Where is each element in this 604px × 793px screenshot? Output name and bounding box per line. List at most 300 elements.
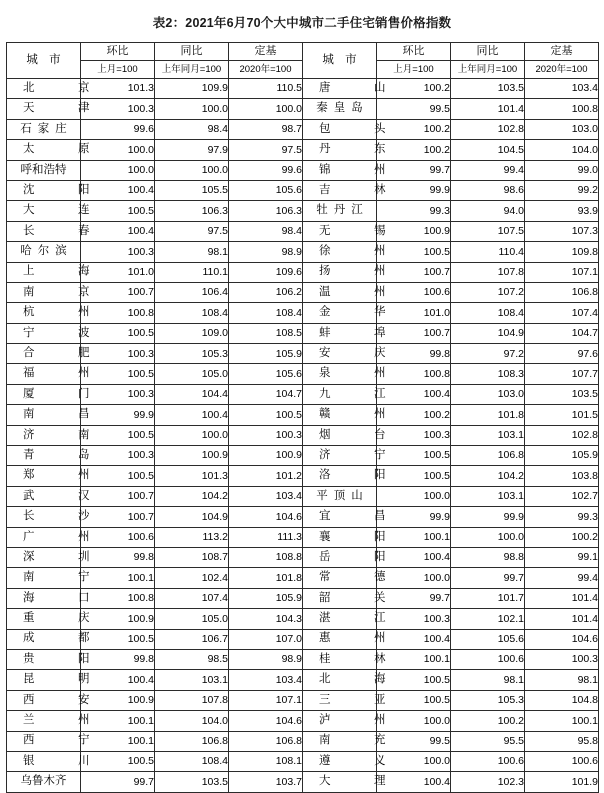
value-base: 104.7 bbox=[525, 323, 599, 343]
value-yoy: 98.4 bbox=[155, 119, 229, 139]
table-row bbox=[7, 242, 599, 262]
value-mom: 100.8 bbox=[377, 364, 451, 384]
city-name-cell bbox=[7, 568, 106, 588]
city-name: 三 亚 bbox=[319, 693, 402, 706]
table-row bbox=[7, 282, 599, 302]
table-row bbox=[7, 262, 599, 282]
city-name: 南 宁 bbox=[23, 571, 106, 584]
city-name: 西 安 bbox=[23, 693, 106, 706]
value-yoy: 100.4 bbox=[155, 405, 229, 425]
city-name-cell bbox=[303, 221, 402, 241]
value-mom: 100.5 bbox=[377, 670, 451, 690]
city-name: 南 充 bbox=[319, 734, 402, 747]
value-yoy: 99.7 bbox=[451, 568, 525, 588]
value-base: 103.4 bbox=[229, 670, 303, 690]
value-mom: 100.0 bbox=[377, 568, 451, 588]
table-row bbox=[7, 670, 599, 690]
value-yoy: 105.0 bbox=[155, 364, 229, 384]
city-name: 大 连 bbox=[23, 204, 106, 217]
city-name-cell bbox=[7, 160, 81, 180]
value-base: 106.8 bbox=[525, 282, 599, 302]
city-name: 赣 州 bbox=[319, 408, 402, 421]
value-base: 107.3 bbox=[525, 221, 599, 241]
value-base: 104.0 bbox=[525, 140, 599, 160]
table-row bbox=[7, 649, 599, 669]
city-name-cell bbox=[303, 731, 402, 751]
city-name: 秦皇岛 bbox=[316, 102, 369, 115]
city-name-cell bbox=[7, 99, 106, 119]
value-mom: 101.0 bbox=[81, 262, 155, 282]
value-base: 99.1 bbox=[525, 547, 599, 567]
value-yoy: 100.6 bbox=[451, 751, 525, 771]
value-base: 101.4 bbox=[525, 588, 599, 608]
value-base: 98.1 bbox=[525, 670, 599, 690]
city-name: 上 海 bbox=[23, 265, 106, 278]
value-mom: 99.3 bbox=[377, 201, 451, 221]
value-mom: 100.2 bbox=[377, 140, 451, 160]
value-mom: 100.3 bbox=[377, 609, 451, 629]
value-base: 97.5 bbox=[229, 140, 303, 160]
value-mom: 100.5 bbox=[377, 690, 451, 710]
value-base: 104.7 bbox=[229, 384, 303, 404]
value-mom: 99.8 bbox=[81, 547, 155, 567]
value-mom: 100.4 bbox=[377, 629, 451, 649]
city-name: 重 庆 bbox=[23, 612, 106, 625]
value-mom: 100.1 bbox=[81, 731, 155, 751]
city-name: 成 都 bbox=[23, 632, 106, 645]
table-row bbox=[7, 140, 599, 160]
header-sub-mom-right: 上月=100 bbox=[377, 61, 451, 79]
city-name: 杭 州 bbox=[23, 306, 106, 319]
city-name: 温 州 bbox=[319, 285, 402, 298]
value-yoy: 103.1 bbox=[451, 425, 525, 445]
table-row bbox=[7, 160, 599, 180]
value-mom: 99.5 bbox=[377, 731, 451, 751]
value-base: 107.4 bbox=[525, 303, 599, 323]
city-name-cell bbox=[7, 140, 106, 160]
value-mom: 101.0 bbox=[377, 303, 451, 323]
city-name-cell bbox=[7, 323, 106, 343]
value-mom: 100.0 bbox=[81, 160, 155, 180]
value-base: 107.0 bbox=[229, 629, 303, 649]
table-row bbox=[7, 629, 599, 649]
value-mom: 100.2 bbox=[377, 79, 451, 99]
value-mom: 99.6 bbox=[81, 119, 155, 139]
value-base: 109.6 bbox=[229, 262, 303, 282]
city-name-cell bbox=[303, 466, 402, 486]
city-name-cell bbox=[303, 262, 402, 282]
city-name-cell bbox=[7, 446, 106, 466]
city-name-cell bbox=[303, 649, 402, 669]
value-yoy: 105.3 bbox=[155, 344, 229, 364]
value-mom: 100.4 bbox=[377, 772, 451, 792]
value-mom: 99.9 bbox=[377, 180, 451, 200]
table-row bbox=[7, 405, 599, 425]
table-row bbox=[7, 425, 599, 445]
city-name-cell bbox=[7, 629, 106, 649]
table-row bbox=[7, 303, 599, 323]
value-yoy: 106.3 bbox=[155, 201, 229, 221]
value-base: 101.2 bbox=[229, 466, 303, 486]
table-row bbox=[7, 527, 599, 547]
table-body bbox=[7, 79, 599, 793]
value-yoy: 108.3 bbox=[451, 364, 525, 384]
city-name-cell bbox=[7, 731, 106, 751]
city-name: 九 江 bbox=[319, 387, 402, 400]
value-mom: 100.3 bbox=[377, 425, 451, 445]
value-mom: 100.3 bbox=[81, 344, 155, 364]
table-row bbox=[7, 486, 599, 506]
table-row bbox=[7, 180, 599, 200]
value-base: 104.3 bbox=[229, 609, 303, 629]
value-mom: 100.1 bbox=[81, 568, 155, 588]
city-name: 大 理 bbox=[319, 775, 402, 788]
city-name-cell bbox=[303, 99, 377, 119]
value-yoy: 102.1 bbox=[451, 609, 525, 629]
value-yoy: 105.0 bbox=[155, 609, 229, 629]
city-name-cell bbox=[303, 384, 402, 404]
header-col-mom-left: 环比 bbox=[81, 43, 155, 61]
value-yoy: 105.3 bbox=[451, 690, 525, 710]
value-base: 103.8 bbox=[525, 466, 599, 486]
value-yoy: 108.4 bbox=[451, 303, 525, 323]
value-yoy: 103.1 bbox=[155, 670, 229, 690]
table-row bbox=[7, 384, 599, 404]
header-sub-yoy-left: 上年同月=100 bbox=[155, 61, 229, 79]
city-name: 徐 州 bbox=[319, 245, 402, 258]
value-base: 99.4 bbox=[525, 568, 599, 588]
value-base: 108.1 bbox=[229, 751, 303, 771]
value-mom: 100.4 bbox=[81, 670, 155, 690]
city-name-cell bbox=[303, 690, 402, 710]
value-yoy: 109.0 bbox=[155, 323, 229, 343]
city-name-cell bbox=[303, 303, 402, 323]
value-yoy: 106.4 bbox=[155, 282, 229, 302]
value-yoy: 98.8 bbox=[451, 547, 525, 567]
value-mom: 100.5 bbox=[81, 364, 155, 384]
value-base: 101.8 bbox=[229, 568, 303, 588]
city-name: 长 沙 bbox=[23, 510, 106, 523]
header-col-base-right: 定基 bbox=[525, 43, 599, 61]
city-name-cell bbox=[7, 711, 106, 731]
value-base: 100.6 bbox=[525, 751, 599, 771]
value-yoy: 99.9 bbox=[451, 507, 525, 527]
city-name: 岳 阳 bbox=[319, 550, 402, 563]
value-mom: 100.3 bbox=[81, 384, 155, 404]
city-name-cell bbox=[7, 751, 106, 771]
city-name: 太 原 bbox=[23, 143, 106, 156]
value-mom: 101.3 bbox=[81, 79, 155, 99]
city-name: 安 庆 bbox=[319, 347, 402, 360]
city-name-cell bbox=[7, 201, 106, 221]
value-yoy: 110.1 bbox=[155, 262, 229, 282]
value-mom: 99.8 bbox=[377, 344, 451, 364]
city-name-cell bbox=[303, 670, 402, 690]
housing-price-index-table bbox=[6, 42, 599, 793]
city-name-cell bbox=[7, 119, 81, 139]
city-name: 宜 昌 bbox=[319, 510, 402, 523]
value-yoy: 101.4 bbox=[451, 99, 525, 119]
city-name: 襄 阳 bbox=[319, 530, 402, 543]
value-mom: 100.4 bbox=[377, 384, 451, 404]
value-yoy: 102.4 bbox=[155, 568, 229, 588]
value-base: 99.6 bbox=[229, 160, 303, 180]
city-name-cell bbox=[303, 751, 402, 771]
table-row bbox=[7, 507, 599, 527]
value-mom: 99.7 bbox=[377, 160, 451, 180]
value-mom: 100.7 bbox=[81, 507, 155, 527]
value-base: 99.3 bbox=[525, 507, 599, 527]
city-name-cell bbox=[7, 79, 106, 99]
value-base: 97.6 bbox=[525, 344, 599, 364]
city-name-cell bbox=[7, 486, 106, 506]
value-mom: 100.7 bbox=[377, 262, 451, 282]
city-name-cell bbox=[7, 547, 106, 567]
value-mom: 99.7 bbox=[377, 588, 451, 608]
city-name-cell bbox=[303, 609, 402, 629]
city-name-cell bbox=[7, 466, 106, 486]
city-name: 牡丹江 bbox=[316, 204, 369, 217]
value-base: 107.1 bbox=[525, 262, 599, 282]
value-yoy: 104.9 bbox=[451, 323, 525, 343]
city-name-cell bbox=[7, 588, 106, 608]
value-yoy: 104.4 bbox=[155, 384, 229, 404]
value-base: 100.0 bbox=[229, 99, 303, 119]
city-name: 常 德 bbox=[319, 571, 402, 584]
value-base: 104.6 bbox=[229, 711, 303, 731]
value-yoy: 104.9 bbox=[155, 507, 229, 527]
value-mom: 100.5 bbox=[377, 242, 451, 262]
header-col-yoy-left: 同比 bbox=[155, 43, 229, 61]
value-mom: 100.2 bbox=[377, 405, 451, 425]
city-name: 南 昌 bbox=[23, 408, 106, 421]
city-name-cell bbox=[303, 486, 377, 506]
value-yoy: 102.3 bbox=[451, 772, 525, 792]
city-name: 蚌 埠 bbox=[319, 326, 402, 339]
city-name-cell bbox=[303, 323, 402, 343]
city-name-cell bbox=[7, 262, 106, 282]
city-name: 锦 州 bbox=[319, 163, 402, 176]
table-row bbox=[7, 547, 599, 567]
value-yoy: 107.4 bbox=[155, 588, 229, 608]
value-base: 105.9 bbox=[525, 446, 599, 466]
value-base: 100.9 bbox=[229, 446, 303, 466]
value-yoy: 105.5 bbox=[155, 180, 229, 200]
header-row-top bbox=[7, 43, 599, 61]
value-mom: 100.5 bbox=[81, 425, 155, 445]
city-name: 吉 林 bbox=[319, 183, 402, 196]
value-yoy: 103.0 bbox=[451, 384, 525, 404]
table-row bbox=[7, 221, 599, 241]
value-yoy: 99.4 bbox=[451, 160, 525, 180]
city-name: 郑 州 bbox=[23, 469, 106, 482]
value-yoy: 104.2 bbox=[451, 466, 525, 486]
city-name-cell bbox=[303, 405, 402, 425]
value-base: 104.6 bbox=[229, 507, 303, 527]
value-mom: 100.3 bbox=[81, 99, 155, 119]
value-yoy: 107.8 bbox=[451, 262, 525, 282]
table-row bbox=[7, 568, 599, 588]
value-base: 100.3 bbox=[229, 425, 303, 445]
city-name-cell bbox=[303, 364, 402, 384]
city-name: 福 州 bbox=[23, 367, 106, 380]
city-name: 遵 义 bbox=[319, 754, 402, 767]
city-name: 西 宁 bbox=[23, 734, 106, 747]
value-yoy: 100.0 bbox=[155, 99, 229, 119]
city-name-cell bbox=[303, 588, 402, 608]
value-yoy: 106.8 bbox=[451, 446, 525, 466]
city-name: 烟 台 bbox=[319, 428, 402, 441]
value-mom: 100.5 bbox=[377, 466, 451, 486]
city-name-cell bbox=[303, 527, 402, 547]
value-base: 100.3 bbox=[525, 649, 599, 669]
table-row bbox=[7, 731, 599, 751]
value-yoy: 100.0 bbox=[155, 425, 229, 445]
city-name: 哈尔滨 bbox=[20, 245, 73, 258]
value-base: 106.3 bbox=[229, 201, 303, 221]
value-mom: 100.7 bbox=[377, 323, 451, 343]
value-yoy: 101.8 bbox=[451, 405, 525, 425]
value-yoy: 105.6 bbox=[451, 629, 525, 649]
table-row bbox=[7, 588, 599, 608]
city-name: 济 宁 bbox=[319, 448, 402, 461]
value-base: 108.8 bbox=[229, 547, 303, 567]
value-mom: 100.4 bbox=[377, 547, 451, 567]
city-name-cell bbox=[7, 282, 106, 302]
city-name-cell bbox=[303, 629, 402, 649]
header-city-right: 城 市 bbox=[303, 43, 377, 79]
value-yoy: 113.2 bbox=[155, 527, 229, 547]
city-name-cell bbox=[303, 507, 402, 527]
value-mom: 100.9 bbox=[377, 221, 451, 241]
value-base: 105.9 bbox=[229, 588, 303, 608]
value-yoy: 98.5 bbox=[155, 649, 229, 669]
city-name: 长 春 bbox=[23, 224, 106, 237]
value-mom: 100.1 bbox=[377, 527, 451, 547]
value-base: 100.1 bbox=[525, 711, 599, 731]
value-base: 106.8 bbox=[229, 731, 303, 751]
value-base: 98.7 bbox=[229, 119, 303, 139]
city-name-cell bbox=[7, 405, 106, 425]
table-row bbox=[7, 344, 599, 364]
city-name: 宁 波 bbox=[23, 326, 106, 339]
value-base: 105.9 bbox=[229, 344, 303, 364]
header-sub-base-left: 2020年=100 bbox=[229, 61, 303, 79]
city-name-cell bbox=[7, 425, 106, 445]
table-row bbox=[7, 201, 599, 221]
header-sub-yoy-right: 上年同月=100 bbox=[451, 61, 525, 79]
table-row bbox=[7, 711, 599, 731]
value-base: 106.2 bbox=[229, 282, 303, 302]
city-name: 贵 阳 bbox=[23, 652, 106, 665]
value-yoy: 98.1 bbox=[451, 670, 525, 690]
value-mom: 100.6 bbox=[377, 282, 451, 302]
value-base: 99.0 bbox=[525, 160, 599, 180]
value-base: 98.4 bbox=[229, 221, 303, 241]
city-name-cell bbox=[303, 282, 402, 302]
value-yoy: 104.0 bbox=[155, 711, 229, 731]
table-row bbox=[7, 364, 599, 384]
value-base: 104.6 bbox=[525, 629, 599, 649]
city-name-cell bbox=[303, 344, 402, 364]
value-yoy: 103.5 bbox=[155, 772, 229, 792]
value-mom: 100.3 bbox=[81, 242, 155, 262]
header-col-mom-right: 环比 bbox=[377, 43, 451, 61]
value-yoy: 103.1 bbox=[451, 486, 525, 506]
value-yoy: 100.0 bbox=[451, 527, 525, 547]
city-name-cell bbox=[303, 568, 402, 588]
value-mom: 100.6 bbox=[81, 527, 155, 547]
city-name-cell bbox=[303, 160, 402, 180]
city-name-cell bbox=[7, 344, 106, 364]
value-yoy: 94.0 bbox=[451, 201, 525, 221]
city-name-cell bbox=[7, 527, 106, 547]
value-base: 111.3 bbox=[229, 527, 303, 547]
city-name: 武 汉 bbox=[23, 489, 106, 502]
page-title: 表2：2021年6月70个大中城市二手住宅销售价格指数 bbox=[152, 16, 452, 30]
value-base: 105.6 bbox=[229, 364, 303, 384]
city-name-cell bbox=[303, 242, 402, 262]
value-mom: 100.3 bbox=[81, 446, 155, 466]
value-base: 103.7 bbox=[229, 772, 303, 792]
city-name: 湛 江 bbox=[319, 612, 402, 625]
value-mom: 100.5 bbox=[81, 466, 155, 486]
value-mom: 100.5 bbox=[81, 629, 155, 649]
header-col-yoy-right: 同比 bbox=[451, 43, 525, 61]
value-yoy: 103.5 bbox=[451, 79, 525, 99]
city-name-cell bbox=[7, 649, 106, 669]
value-base: 93.9 bbox=[525, 201, 599, 221]
value-yoy: 106.7 bbox=[155, 629, 229, 649]
value-yoy: 97.5 bbox=[155, 221, 229, 241]
city-name: 韶 关 bbox=[319, 591, 402, 604]
value-yoy: 101.3 bbox=[155, 466, 229, 486]
value-mom: 100.4 bbox=[81, 221, 155, 241]
value-base: 101.4 bbox=[525, 609, 599, 629]
value-yoy: 98.6 bbox=[451, 180, 525, 200]
city-name: 广 州 bbox=[23, 530, 106, 543]
table-row bbox=[7, 79, 599, 99]
city-name-cell bbox=[303, 180, 402, 200]
value-mom: 100.5 bbox=[81, 323, 155, 343]
value-yoy: 102.8 bbox=[451, 119, 525, 139]
value-mom: 99.8 bbox=[81, 649, 155, 669]
city-name: 合 肥 bbox=[23, 347, 106, 360]
value-base: 108.4 bbox=[229, 303, 303, 323]
city-name: 天 津 bbox=[23, 102, 106, 115]
value-base: 98.9 bbox=[229, 242, 303, 262]
header-city-left: 城 市 bbox=[7, 43, 81, 79]
table-row bbox=[7, 323, 599, 343]
value-mom: 100.9 bbox=[81, 690, 155, 710]
value-yoy: 100.2 bbox=[451, 711, 525, 731]
city-name: 银 川 bbox=[23, 754, 106, 767]
city-name: 深 圳 bbox=[23, 550, 106, 563]
value-mom: 100.1 bbox=[377, 649, 451, 669]
value-base: 110.5 bbox=[229, 79, 303, 99]
value-yoy: 110.4 bbox=[451, 242, 525, 262]
city-name: 沈 阳 bbox=[23, 183, 106, 196]
city-name-cell bbox=[7, 221, 106, 241]
city-name: 南 京 bbox=[23, 285, 106, 298]
value-mom: 99.9 bbox=[81, 405, 155, 425]
value-base: 100.8 bbox=[525, 99, 599, 119]
city-name-cell bbox=[7, 507, 106, 527]
value-mom: 100.1 bbox=[81, 711, 155, 731]
city-name-cell bbox=[7, 384, 106, 404]
value-yoy: 97.9 bbox=[155, 140, 229, 160]
city-name: 厦 门 bbox=[23, 387, 106, 400]
